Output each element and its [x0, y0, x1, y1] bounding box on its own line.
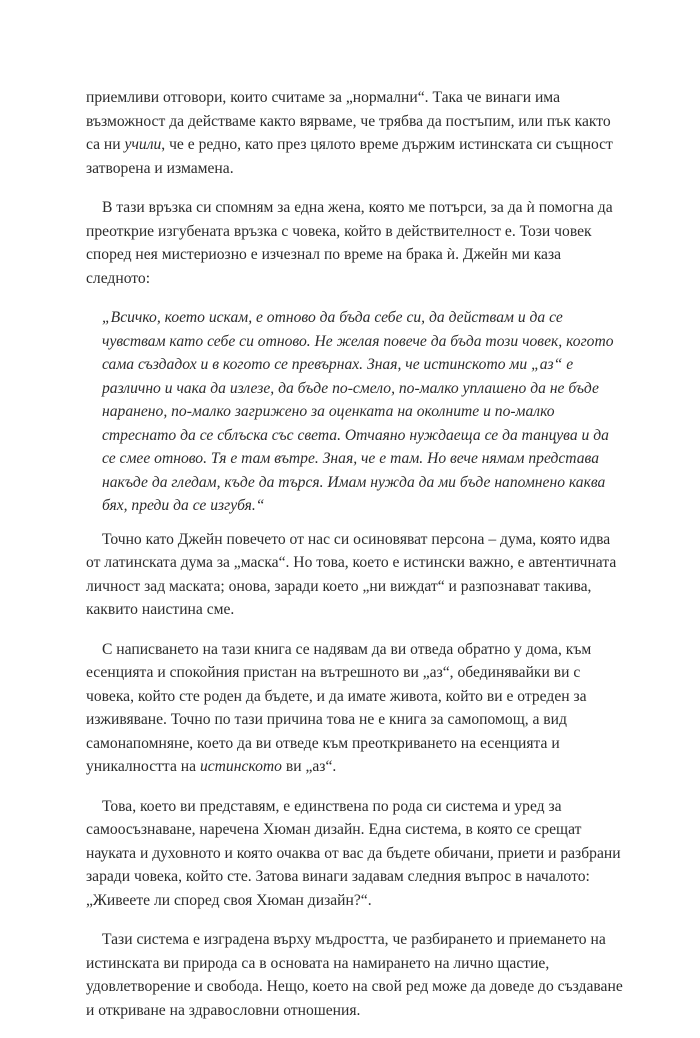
- paragraph-4-text-c: ви „аз“.: [281, 758, 337, 775]
- quote-block: „Всичко, което искам, е отново да бъда себе си, да действам и да се чувствам като себе си отново. Не желая повече да бъда този човек, когото сама създадох и в когото се превърнах. Зная, че истинското ми „аз“ е различно и чака да излезе, да бъде по-смело, по-малко уплашено да не бъде наранено, по-малко загрижено за оценката на околните и по-малко стреснато да се сблъска със света. Отчаяно нуждаеща се да танцува и да се смее отново. Тя е там вътре. Зная, че е там. Но вече нямам представа накъде да гледам, къде да търся. Имам нужда да ми бъде напомнено каква бях, преди да се изгубя.“: [102, 309, 614, 514]
- paragraph-1: [86, 86, 626, 180]
- paragraph-4-text-a: С написването на тази книга се надявам да ви отведа обратно у дома, към есенцията и спокойния пристан на вътрешното ви „аз“, обединявайки ви с човека, който сте роден да бъдете, и да имате живота, който ви е отреден за изживяване. Точно по тази причина това не е книга за самопомощ, а вид самонапомняне, което да ви отведе към преоткриването на есенцията и уникалността на: [86, 640, 592, 775]
- paragraph-6: Тази система е изградена върху мъдростта, че разбирането и приемането на истинската ви природа са в основата на намирането на лично щастие, удовлетворение и свобода. Нещо, което на свой ред може да доведе до създаване и откриване на здравословни отношения.: [86, 931, 623, 1019]
- paragraph-2: В тази връзка си спомням за една жена, която ме потърси, за да ѝ помогна да преоткрие изгубената връзка с човека, който в действителност е. Този човек според нея мистериозно е изчезнал по време на брака ѝ. Джейн ми каза следното:: [86, 199, 613, 287]
- body-text: [86, 86, 626, 1038]
- paragraph-4-emphasis: истинското: [199, 758, 282, 775]
- paragraph-1-text-c: , че е редно, като през цялото време държим истинската си същност затворена и измамена.: [86, 136, 613, 177]
- paragraph-5: Това, което ви представям, е единствена по рода си система и уред за самоосъзнаване, наречена Хюман дизайн. Една система, в която се срещат науката и духовното и която очаква от вас да бъдете обичани, приети и разбрани заради човека, който сте. Затова винаги задавам следния въпрос в началото: „Живеете ли според своя Хюман дизайн?“.: [86, 797, 621, 909]
- paragraph-1-emphasis: учили: [124, 136, 162, 153]
- paragraph-4: [86, 638, 626, 779]
- paragraph-1-text-a: приемливи отговори, които считаме за „нормални“. Така че винаги има възможност да действаме както вярваме, че трябва да постъпим, или пък както са ни: [86, 89, 611, 153]
- paragraph-3: Точно като Джейн повечето от нас си осиновяват персона – дума, която идва от латинската дума за „маска“. Но това, което е истински важно, е автентичната личност зад маската; онова, заради което „ни виждат“ и разпознават такива, каквито наистина сме.: [86, 530, 617, 618]
